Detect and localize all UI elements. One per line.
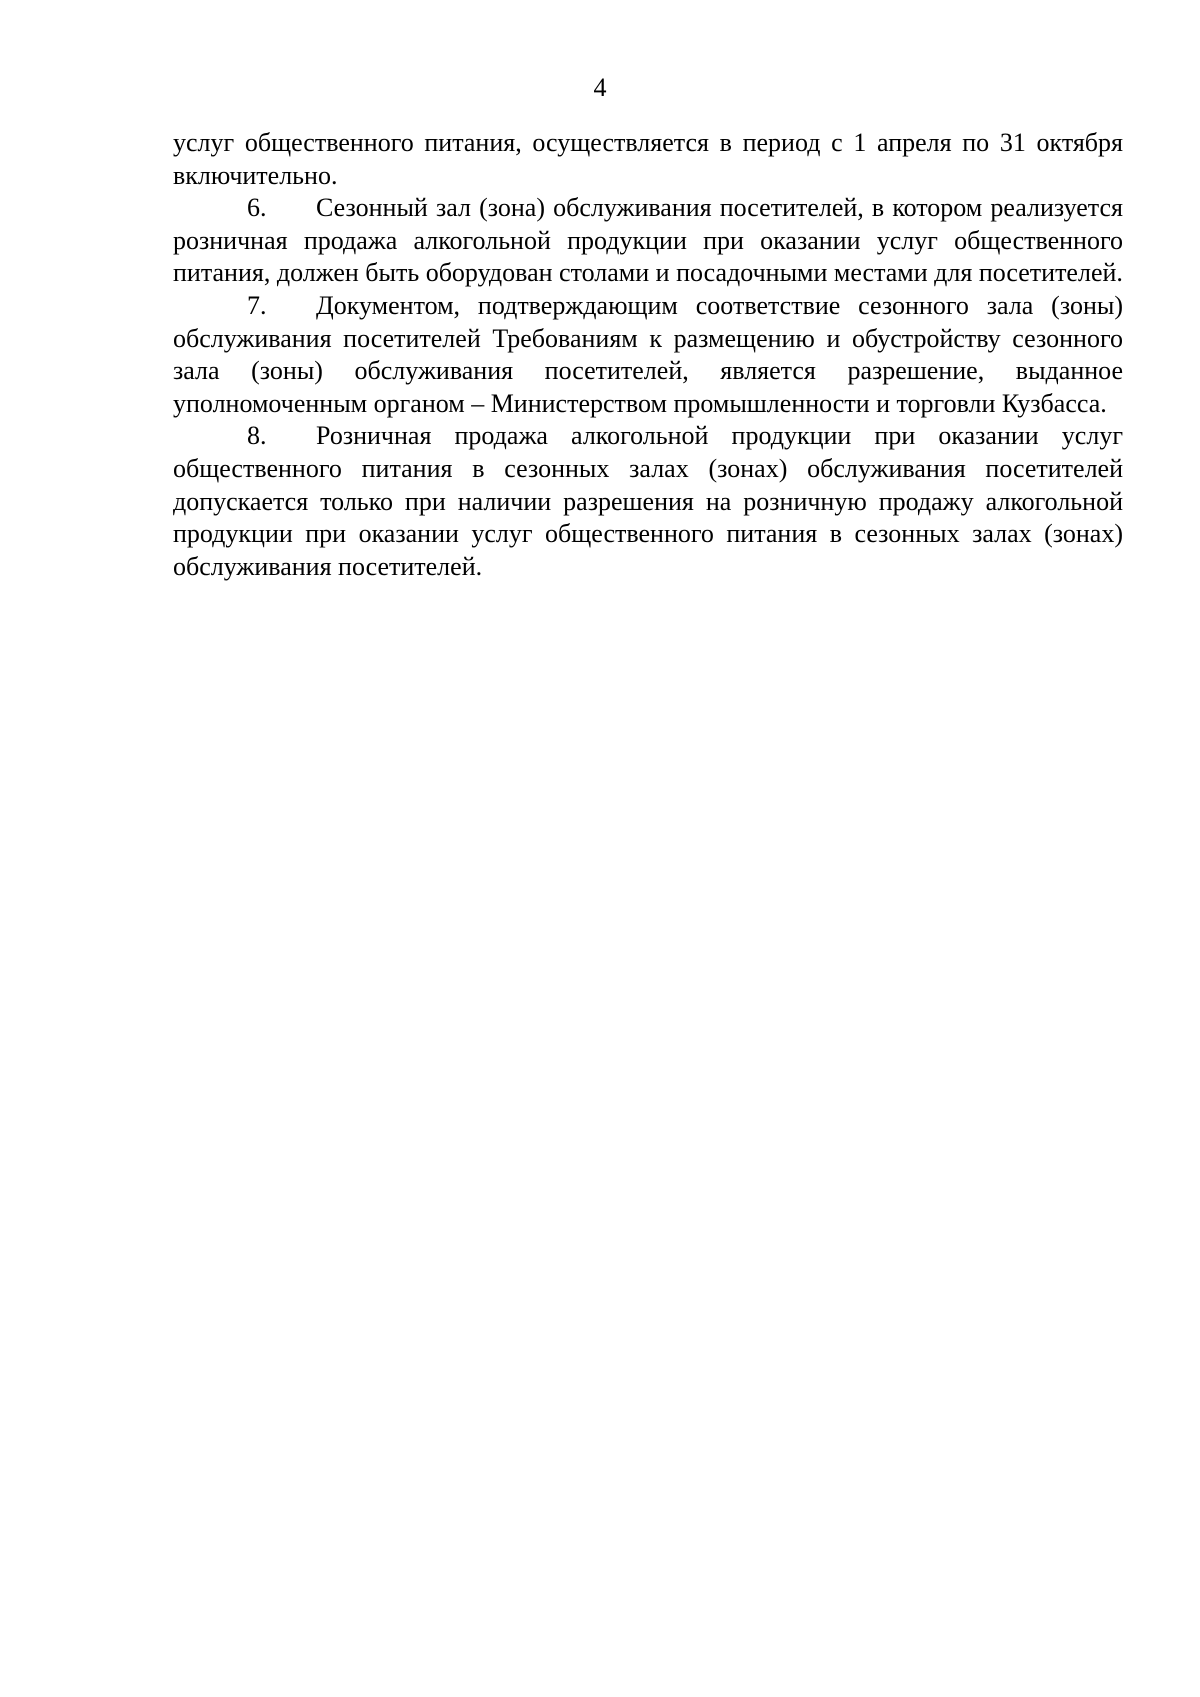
item-number: 8. [247,421,267,451]
list-item [173,290,1123,420]
item-number: 6. [247,193,267,223]
list-item [173,420,1123,583]
page-number: 4 [593,73,607,102]
list-item [173,192,1123,290]
item-text: Документом, подтверждающим соответствие сезонного зала (зоны) обслуживания посетителей Требованиям к размещению и обустройству сезонного зала (зоны) обслуживания посетителей, является разрешение, выданное уполномоченным органом – Министерством промышленности и торговли Кузбасса. [173,290,1123,418]
item-number: 7. [247,290,267,320]
item-text: Сезонный зал (зона) обслуживания посетителей, в котором реализуется розничная продажа алкогольной продукции при оказании услуг общественного питания, должен быть оборудован столами и посадочными местами для посетителей. [173,193,1123,288]
continuation-paragraph: услуг общественного питания, осуществляется в период с 1 апреля по 31 октября включительно. [173,128,1123,190]
document-body [173,127,1123,583]
item-text: Розничная продажа алкогольной продукции при оказании услуг общественного питания в сезонных залах (зонах) обслуживания посетителей допускается только при наличии разрешения на розничную продажу алкогольной продукции при оказании услуг общественного питания в сезонных залах (зонах) обслуживания посетителей. [173,421,1123,581]
